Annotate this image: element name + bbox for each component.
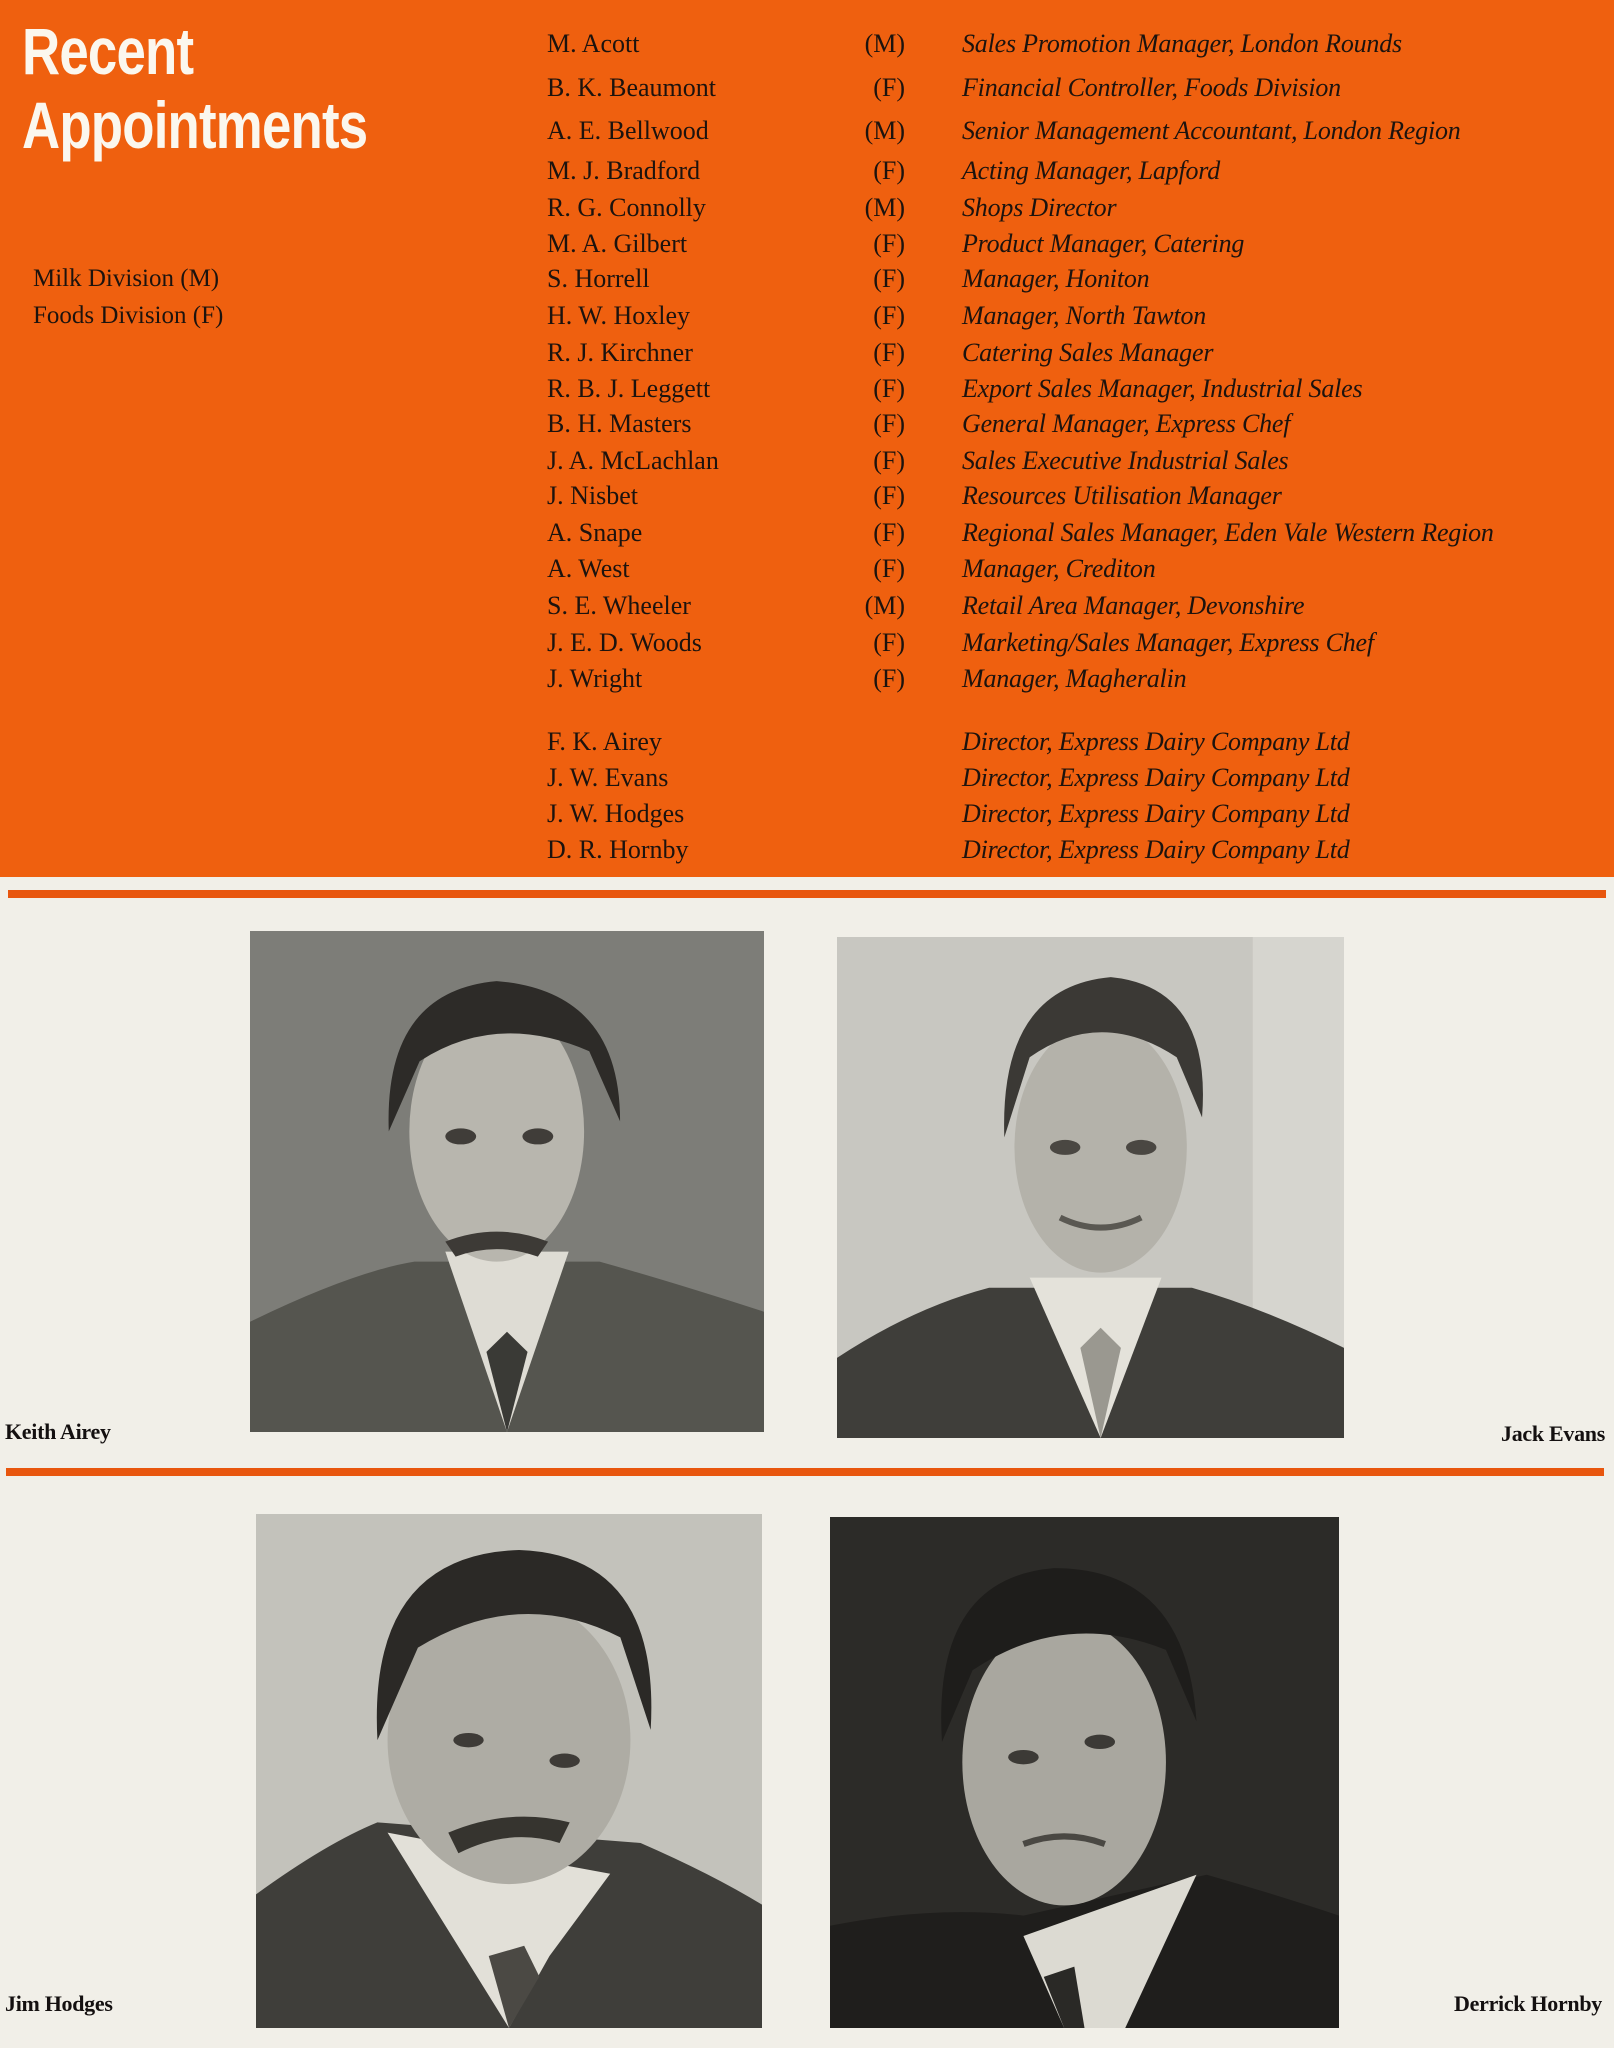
director-position: Director, Express Dairy Company Ltd xyxy=(962,799,1350,828)
division-code: (F) xyxy=(873,338,905,367)
list-item xyxy=(0,26,1614,62)
legend-foods-division: Foods Division (F) xyxy=(33,302,224,329)
appointee-name: R. J. Kirchner xyxy=(547,338,693,367)
division-code: (F) xyxy=(873,409,905,438)
division-code: (F) xyxy=(873,264,905,293)
appointee-name: A. E. Bellwood xyxy=(547,116,709,145)
position-title: Catering Sales Manager xyxy=(962,338,1214,367)
division-code: (M) xyxy=(864,591,905,620)
orange-divider-middle xyxy=(6,1468,1604,1476)
position-title: Product Manager, Catering xyxy=(962,229,1245,258)
director-item xyxy=(0,724,1614,760)
division-code: (F) xyxy=(873,301,905,330)
division-code: (F) xyxy=(873,156,905,185)
caption-derrick-hornby: Derrick Hornby xyxy=(1454,1991,1602,2016)
caption-jack-evans: Jack Evans xyxy=(1501,1421,1605,1446)
portrait-photo-jack-evans xyxy=(837,937,1344,1438)
position-title: Acting Manager, Lapford xyxy=(962,156,1221,185)
position-title: Manager, Magheralin xyxy=(962,664,1187,693)
title-line-2: Appointments xyxy=(22,88,368,162)
appointee-name: J. E. D. Woods xyxy=(547,628,702,657)
division-code: (F) xyxy=(873,518,905,547)
position-title: Sales Promotion Manager, London Rounds xyxy=(962,29,1402,58)
position-title: Regional Sales Manager, Eden Vale Western Region xyxy=(962,518,1494,547)
appointee-name: A. Snape xyxy=(547,518,643,547)
list-item xyxy=(0,443,1614,479)
division-code: (F) xyxy=(873,374,905,403)
position-title: Resources Utilisation Manager xyxy=(962,481,1282,510)
portrait-image xyxy=(256,1514,762,2028)
division-code: (F) xyxy=(873,664,905,693)
position-title: General Manager, Express Chef xyxy=(962,409,1291,438)
appointee-name: B. K. Beaumont xyxy=(547,73,716,102)
caption-keith-airey: Keith Airey xyxy=(5,1419,111,1444)
appointee-name: J. Nisbet xyxy=(547,481,638,510)
position-title: Financial Controller, Foods Division xyxy=(962,73,1341,102)
division-code: (F) xyxy=(873,446,905,475)
position-title: Manager, North Tawton xyxy=(962,301,1207,330)
division-code: (M) xyxy=(864,29,905,58)
division-code: (F) xyxy=(873,481,905,510)
list-item xyxy=(0,478,1614,514)
portrait-photo-keith-airey xyxy=(250,931,764,1432)
list-item xyxy=(0,588,1614,624)
appointee-name: R. B. J. Leggett xyxy=(547,374,711,403)
list-item xyxy=(0,70,1614,106)
orange-header-panel xyxy=(0,0,1614,877)
list-item xyxy=(0,261,1614,297)
position-title: Sales Executive Industrial Sales xyxy=(962,446,1289,475)
position-title: Marketing/Sales Manager, Express Chef xyxy=(962,628,1374,657)
appointee-name: J. Wright xyxy=(547,664,643,693)
list-item xyxy=(0,113,1614,149)
portrait-image xyxy=(837,937,1344,1438)
list-item xyxy=(0,298,1614,334)
position-title: Senior Management Accountant, London Region xyxy=(962,116,1461,145)
position-title: Manager, Honiton xyxy=(962,264,1150,293)
list-item xyxy=(0,515,1614,551)
appointee-name: J. A. McLachlan xyxy=(547,446,719,475)
list-item xyxy=(0,335,1614,371)
portrait-image xyxy=(250,931,764,1432)
appointee-name: S. E. Wheeler xyxy=(547,591,691,620)
portrait-photo-jim-hodges xyxy=(256,1514,762,2028)
caption-jim-hodges: Jim Hodges xyxy=(5,1991,113,2016)
appointee-name: R. G. Connolly xyxy=(547,193,706,222)
director-name: J. W. Hodges xyxy=(547,799,685,828)
division-code: (F) xyxy=(873,229,905,258)
division-code: (M) xyxy=(864,116,905,145)
director-name: F. K. Airey xyxy=(547,727,662,756)
portrait-photo-derrick-hornby xyxy=(830,1517,1339,2028)
list-item xyxy=(0,551,1614,587)
legend-milk-division: Milk Division (M) xyxy=(33,265,220,292)
appointee-name: A. West xyxy=(547,554,630,583)
orange-divider-top xyxy=(8,890,1606,898)
list-item xyxy=(0,406,1614,442)
director-item xyxy=(0,760,1614,796)
position-title: Shops Director xyxy=(962,193,1117,222)
list-item xyxy=(0,190,1614,226)
director-name: J. W. Evans xyxy=(547,763,669,792)
director-position: Director, Express Dairy Company Ltd xyxy=(962,727,1350,756)
director-item xyxy=(0,832,1614,868)
position-title: Manager, Crediton xyxy=(962,554,1156,583)
list-item xyxy=(0,661,1614,697)
appointee-name: B. H. Masters xyxy=(547,409,692,438)
position-title: Retail Area Manager, Devonshire xyxy=(962,591,1305,620)
appointee-name: M. Acott xyxy=(547,29,640,58)
list-item xyxy=(0,153,1614,189)
list-item xyxy=(0,371,1614,407)
director-position: Director, Express Dairy Company Ltd xyxy=(962,763,1350,792)
appointee-name: S. Horrell xyxy=(547,264,650,293)
division-code: (M) xyxy=(864,193,905,222)
appointee-name: M. A. Gilbert xyxy=(547,229,688,258)
position-title: Export Sales Manager, Industrial Sales xyxy=(962,374,1363,403)
title-line-1: Recent xyxy=(22,14,194,88)
appointee-name: M. J. Bradford xyxy=(547,156,701,185)
division-code: (F) xyxy=(873,73,905,102)
appointee-name: H. W. Hoxley xyxy=(547,301,690,330)
director-item xyxy=(0,796,1614,832)
division-code: (F) xyxy=(873,628,905,657)
portrait-image xyxy=(830,1517,1339,2028)
director-name: D. R. Hornby xyxy=(547,835,689,864)
director-position: Director, Express Dairy Company Ltd xyxy=(962,835,1350,864)
list-item xyxy=(0,625,1614,661)
list-item xyxy=(0,226,1614,262)
division-code: (F) xyxy=(873,554,905,583)
